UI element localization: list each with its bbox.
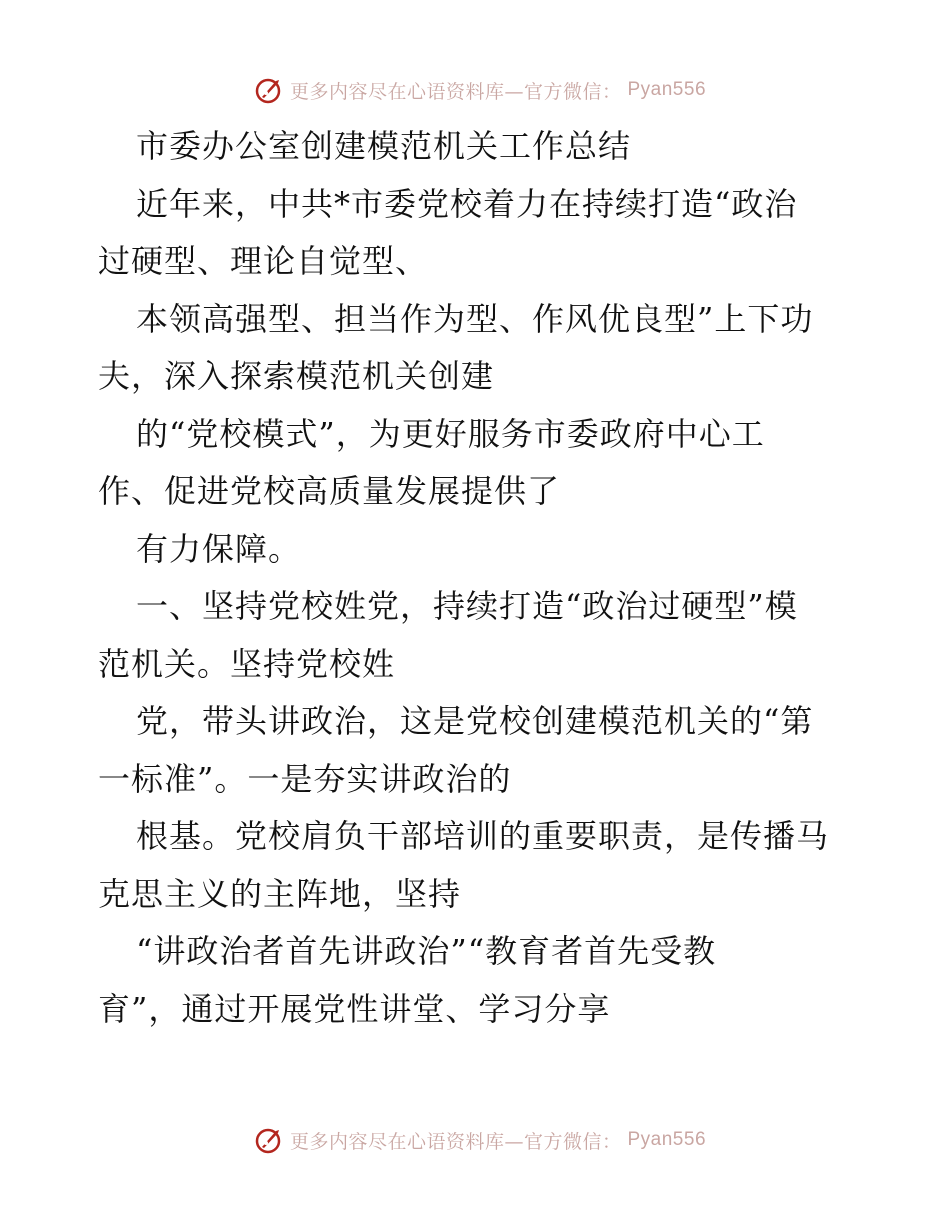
- quill-logo-icon: [254, 1125, 284, 1155]
- body-line: 范机关。坚持党校姓: [98, 644, 396, 683]
- body-line: 根基。党校肩负干部培训的重要职责，是传播马: [136, 817, 830, 855]
- document-body: [98, 118, 858, 1038]
- body-line: 有力保障。: [136, 529, 302, 568]
- body-line: 夫，深入探索模范机关创建: [98, 357, 495, 395]
- quill-logo-icon: [254, 75, 284, 105]
- watermark-wechat-id: Pyan556: [627, 79, 707, 100]
- body-line: 本领高强型、担当作为型、作风优良型”上下功: [136, 299, 814, 338]
- body-line: 党，带头讲政治，这是党校创建模范机关的“第: [136, 702, 814, 740]
- watermark-text: 更多内容尽在心语资料库—官方微信：: [289, 80, 622, 103]
- document-title: 市委办公室创建模范机关工作总结: [136, 127, 632, 165]
- watermark-text: 更多内容尽在心语资料库—官方微信：: [289, 1130, 622, 1153]
- body-line: 的“党校模式”，为更好服务市委政府中心工: [136, 414, 765, 453]
- body-line: 作、促进党校高质量发展提供了: [98, 472, 561, 510]
- header-watermark: [0, 70, 950, 110]
- body-line: 一标准”。一是夯实讲政治的: [98, 759, 512, 798]
- body-line: 一、坚持党校姓党，持续打造“政治过硬型”模: [136, 587, 798, 625]
- body-line: “讲政治者首先讲政治”“教育者首先受教: [136, 932, 717, 970]
- footer-watermark: [0, 1120, 950, 1160]
- body-line: 育”，通过开展党性讲堂、学习分享: [98, 989, 611, 1028]
- body-line: 近年来，中共*市委党校着力在持续打造“政治: [136, 184, 798, 223]
- body-line: 克思主义的主阵地，坚持: [98, 874, 462, 913]
- body-line: 过硬型、理论自觉型、: [98, 242, 429, 280]
- watermark-wechat-id: Pyan556: [627, 1129, 707, 1150]
